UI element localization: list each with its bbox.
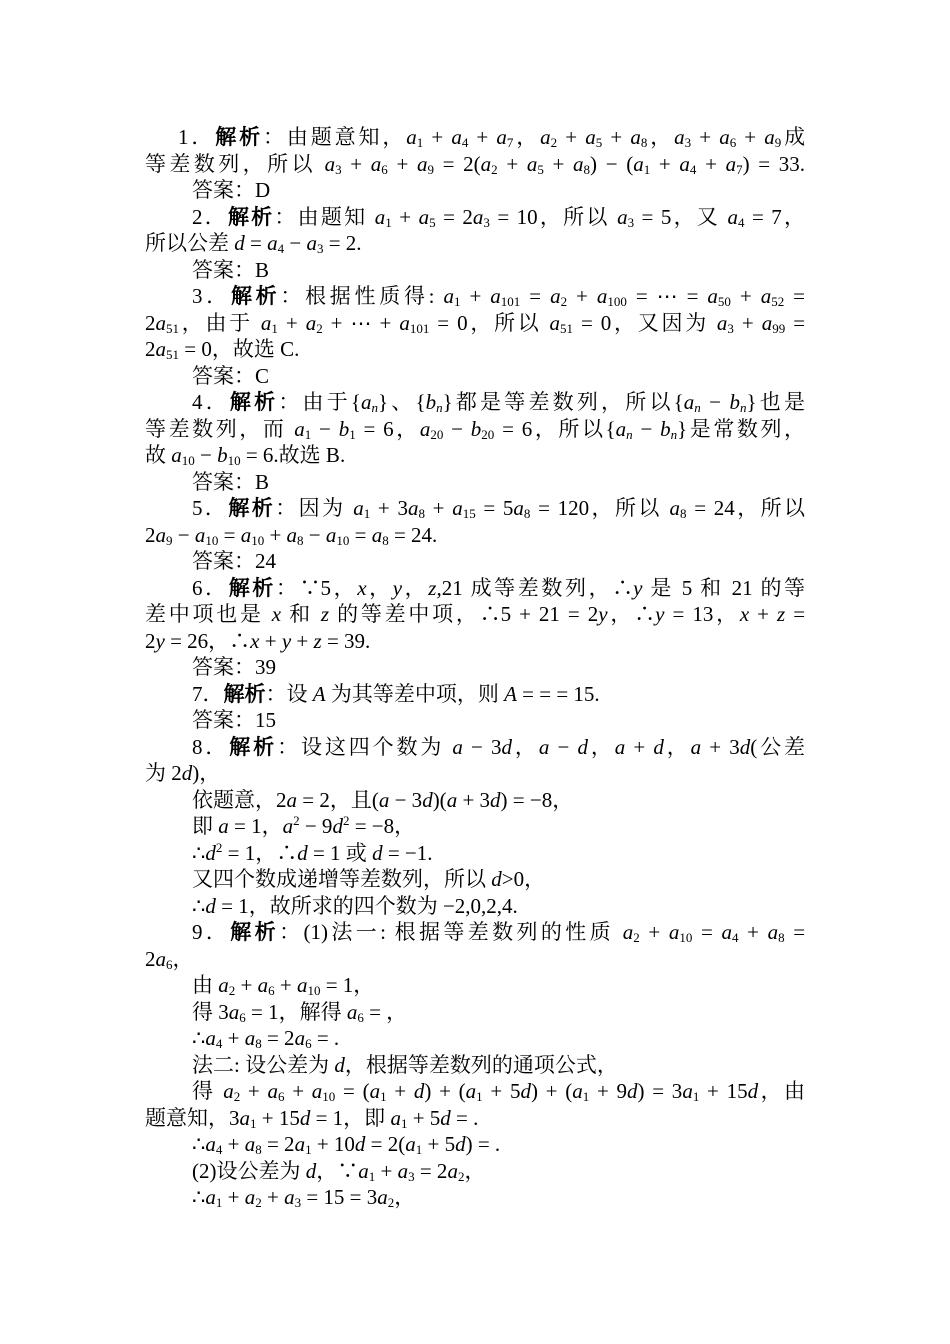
q8-line-4: 即 a = 1，$a^2 - 9d^2 = -8$， <box>192 813 416 838</box>
q9-line-2: $2a_6$， <box>145 946 194 972</box>
q1-line-2: 等差数列，所以 $a_3 + a_6 + a_9 = 2(a_2 + a_5 + a_8) - (a_1 + a_4 + a_7) = 33$. <box>145 151 806 177</box>
q9-line-6: 法二: 设公差为 d，根据等差数列的通项公式， <box>192 1052 618 1077</box>
q4-line-1: 4．解析：由于$\{a_n\}$、$\{b_n\}$都是等差数列，所以$\{a_n - b_n\}$也是 <box>192 390 805 415</box>
q8-line-1: 8．解析：设这四个数为 a − 3d，a − d，a + d，a + 3d(公差 <box>192 734 806 759</box>
q9-line-3: 由 $a_2 + a_6 + a_{10} = 1$， <box>192 973 375 998</box>
q9-line-8: 题意知，$3a_1 + 15d = 1$，即 $a_1 + 5d$ = . <box>145 1105 479 1131</box>
q9-line-4: 得 $3a_6 = 1$，解得 $a_6$ = ， <box>192 999 408 1025</box>
q6-line-2: 差中项也是 x 和 z 的等差中项，∴5 + 21 = 2y，∴y = 13，x + z = <box>145 602 806 626</box>
q2-line-2: 所以公差 $d = a_4 - a_3 = 2$. <box>145 231 362 256</box>
q8-line-6: 又四个数成递增等差数列，所以 d>0， <box>192 867 546 891</box>
q6-answer: 答案：39 <box>192 655 276 679</box>
q9-line-9: $\therefore a_4 + a_8 = 2a_1 + 10d = 2(a_1 + 5d)$ = . <box>192 1132 501 1157</box>
q8-line-7: ∴d = 1，故所求的四个数为 −2,0,2,4. <box>192 893 518 918</box>
q4-line-2: 等差数列，而 $a_1 - b_1 = 6$，$a_{20} - b_{20} = 6$，所以$\{a_n - b_n\}$是常数列， <box>145 416 806 442</box>
q5-answer: 答案：24 <box>192 549 276 573</box>
q2-line-1: 2．解析：由题知 $a_1 + a_5 = 2a_3 = 10$，所以 $a_3 = 5$，又 $a_4 = 7$， <box>192 204 806 230</box>
q4-answer: 答案：B <box>192 469 270 494</box>
q2-answer: 答案：B <box>192 257 270 282</box>
q3-answer: 答案：C <box>192 363 270 388</box>
q5-line-1: 5．解析：因为 $a_1 + 3a_8 + a_{15} = 5a_8 = 120$，所以 $a_8 = 24$，所以 <box>192 496 806 521</box>
q4-line-3: 故 $a_{10} - b_{10} = 6$.故选 B. <box>145 443 346 468</box>
q3-line-3: $2a_{51} = 0$，故选 C. <box>145 337 300 362</box>
q8-line-5: $\therefore d^2 = 1$，∴d = 1 或 d = −1. <box>192 839 433 865</box>
q9-line-7: 得 $a_2 + a_6 + a_{10} = (a_1 + d) + (a_1 + 5d) + (a_1 + 9d) = 3a_1 + 15d$，由 <box>192 1079 806 1104</box>
q9-line-10: (2)设公差为 d，$\because a_1 + a_3 = 2a_2$， <box>192 1158 486 1184</box>
q1-answer: 答案：D <box>192 178 271 202</box>
q9-line-1: 9．解析：(1)法一: 根据等差数列的性质 $a_2 + a_{10} = a_4 + a_8$ = <box>192 920 806 945</box>
q9-line-5: $\therefore a_4 + a_8 = 2a_6$ = . <box>192 1026 340 1051</box>
q5-line-2: $2a_9 - a_{10} = a_{10} + a_8 - a_{10} = a_8 = 24$. <box>145 522 438 548</box>
q9-line-11: $\therefore a_1 + a_2 + a_3 = 15 = 3a_2$， <box>192 1185 416 1210</box>
solution-page <box>145 124 805 1211</box>
q3-line-1: 3．解析：根据性质得: $a_1 + a_{101} = a_2 + a_{100}$ = ⋯ = $a_{50} + a_{52}$ = <box>192 284 805 309</box>
q6-line-3: 2y = 26，∴x + y + z = 39. <box>145 628 371 653</box>
q8-line-3: 依题意，2a = 2，且(a − 3d)(a + 3d) = −8， <box>192 787 574 812</box>
q3-line-2: $2a_{51}$，由于 $a_1 + a_2$ + ⋯ + $a_{101} = 0$，所以 $a_{51} = 0$，又因为 $a_3 + a_{99}$ = <box>145 310 806 336</box>
q6-line-1: 6．解析：∵5，x，y，z,21 成等差数列，∴y 是 5 和 21 的等 <box>192 575 806 600</box>
q7-answer: 答案：15 <box>192 708 276 732</box>
q8-line-2: 为 2d)， <box>145 761 221 785</box>
q7-line-1: 7．解析：设 A 为其等差中项，则 A = = = 15. <box>192 681 600 706</box>
q1-line-1: 1．解析：由题意知，$a_1 + a_4 + a_7$，$a_2 + a_5 + a_8$，$a_3 + a_6 + a_9$成 <box>178 125 806 150</box>
